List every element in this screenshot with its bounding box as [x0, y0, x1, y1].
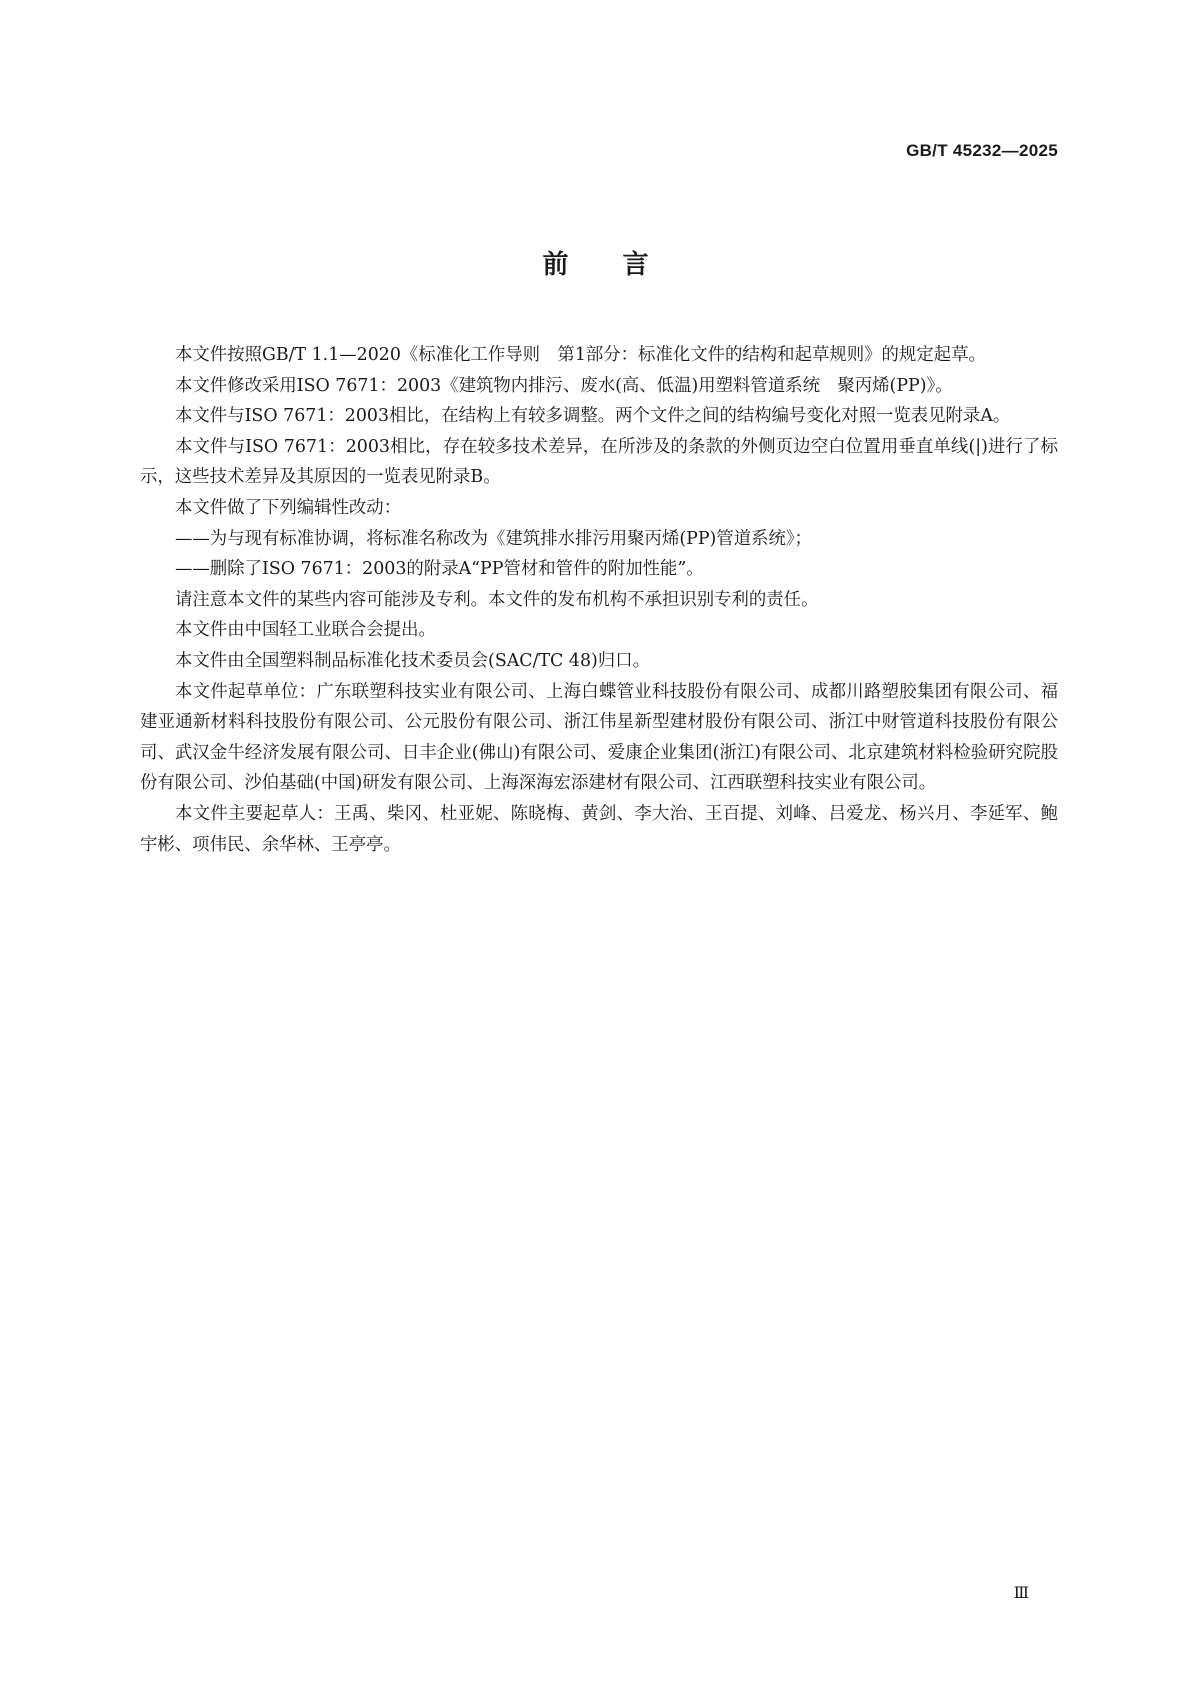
standard-code: GB/T 45232—2025	[906, 141, 1058, 160]
paragraph-technical-deviations: 本文件与ISO 7671：2003相比，存在较多技术差异，在所涉及的条款的外侧页边空白位置用垂直单线(|)进行了标示，这些技术差异及其原因的一览表见附录B。	[140, 436, 1058, 488]
page-number: Ⅲ	[1013, 1583, 1029, 1602]
paragraph-structure-changes: 本文件与ISO 7671：2003相比，在结构上有较多调整。两个文件之间的结构编号变化对照一览表见附录A。	[175, 406, 1011, 427]
foreword-body	[140, 340, 1058, 860]
paragraph-proposed-by: 本文件由中国轻工业联合会提出。	[175, 620, 436, 641]
paragraph-drafters: 本文件主要起草人：王禹、柴冈、杜亚妮、陈晓梅、黄剑、李大治、王百提、刘峰、吕爱龙、杨兴月、李延军、鲍宇彬、项伟民、余华林、王亭亭。	[140, 803, 1058, 855]
paragraph-adoption: 本文件修改采用ISO 7671：2003《建筑物内排污、废水(高、低温)用塑料管道系统 聚丙烯(PP)》。	[175, 375, 953, 396]
paragraph-patent-notice: 请注意本文件的某些内容可能涉及专利。本文件的发布机构不承担识别专利的责任。	[175, 589, 819, 610]
list-item-title-change: ——为与现有标准协调，将标准名称改为《建筑排水排污用聚丙烯(PP)管道系统》；	[175, 528, 812, 549]
paragraph-editorial-changes: 本文件做了下列编辑性改动：	[175, 497, 402, 518]
page-title: 前言	[542, 250, 703, 280]
paragraph-drafting-rules: 本文件按照GB/T 1.1—2020《标准化工作导则 第1部分：标准化文件的结构和起草规则》的规定起草。	[175, 345, 986, 365]
paragraph-technical-committee: 本文件由全国塑料制品标准化技术委员会(SAC/TC 48)归口。	[175, 650, 650, 671]
paragraph-drafting-organizations: 本文件起草单位：广东联塑科技实业有限公司、上海白蝶管业科技股份有限公司、成都川路塑胶集团有限公司、福建亚通新材料科技股份有限公司、公元股份有限公司、浙江伟星新型建材股份有限公司、浙江中财管道科技股份有限公司、武汉金牛经济发展有限公司、日丰企业(佛山)有限公司、爱康企业集团(浙江)有限公司、北京建筑材料检验研究院股份有限公司、沙伯基础(中国)研发有限公司、上海深海宏添建材有限公司、江西联塑科技实业有限公司。	[140, 681, 1058, 794]
list-item-annex-removal: ——删除了ISO 7671：2003的附录A“PP管材和管件的附加性能”。	[175, 559, 704, 580]
